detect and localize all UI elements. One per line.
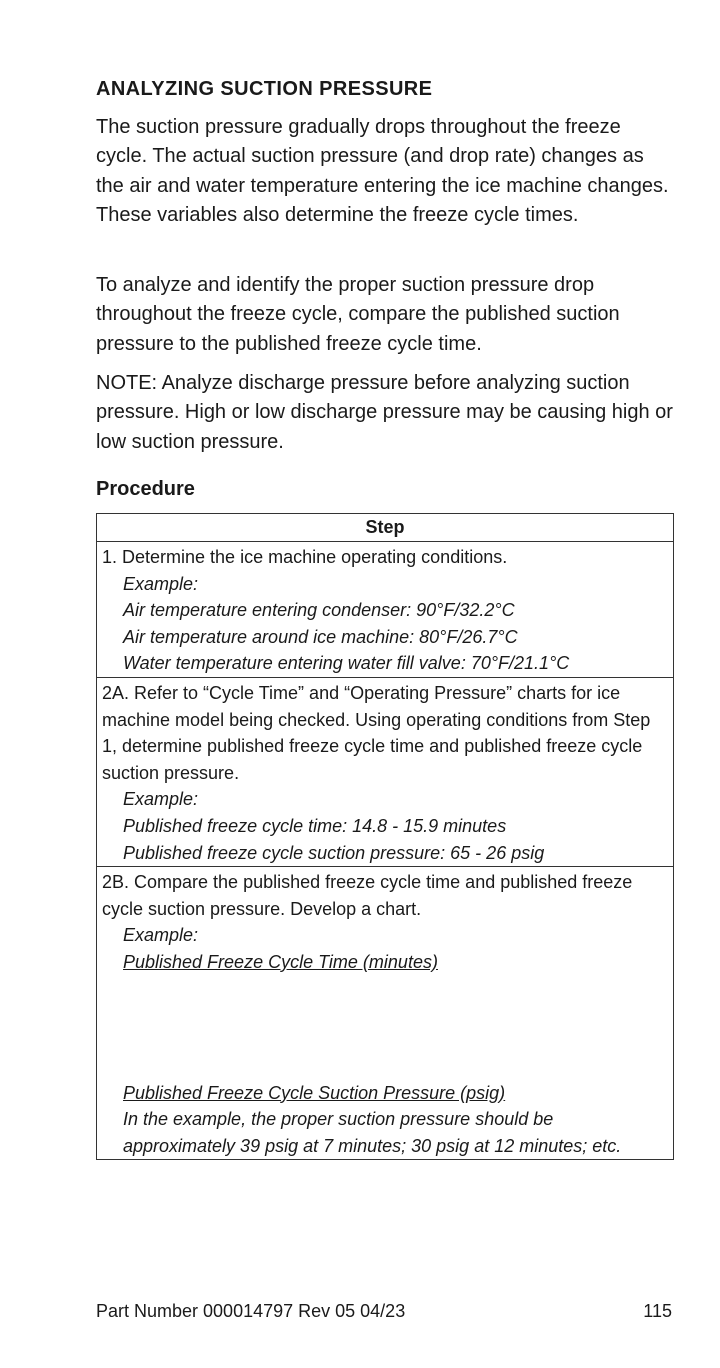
chart-placeholder-area: [102, 976, 667, 1080]
table-row-step2b: [97, 867, 674, 1160]
procedure-title: Procedure: [96, 478, 195, 500]
section-heading: ANALYZING SUCTION PRESSURE: [96, 78, 433, 100]
intro-paragraph: The suction pressure gradually drops throughout the freeze cycle. The actual suction pressure (and drop rate) changes as the air and water temperature entering the ice machine changes. These variables also determine the freeze cycle times.: [96, 116, 669, 226]
step1-text: 1. Determine the ice machine operating conditions.: [102, 547, 508, 567]
step1-cell: [97, 542, 674, 678]
table-header-step: Step: [97, 514, 674, 542]
step2a-suction-pressure: Published freeze cycle suction pressure: 65 - 26 psig: [123, 842, 545, 863]
step2a-text: 2A. Refer to “Cycle Time” and “Operating Pressure” charts for ice machine model being checked. Using operating conditions from Step 1, determine published freeze cycle time and published freeze cycle suction pressure.: [102, 682, 651, 783]
analysis-paragraph: To analyze and identify the proper suction pressure drop throughout the freeze cycle, compare the published suction pressure to the published freeze cycle time.: [96, 274, 620, 355]
table-row-step1: [97, 542, 674, 678]
step2b-text: 2B. Compare the published freeze cycle time and published freeze cycle suction pressure. Develop a chart.: [102, 872, 633, 919]
footer-page-number: 115: [643, 1301, 672, 1321]
step2a-example-label: Example:: [123, 789, 199, 810]
step2b-time-label: Published Freeze Cycle Time (minutes): [123, 951, 438, 972]
step2a-cell: [97, 677, 674, 866]
step2b-pressure-label: Published Freeze Cycle Suction Pressure (psig): [123, 1082, 506, 1103]
note-paragraph: NOTE: Analyze discharge pressure before analyzing suction pressure. High or low discharge pressure may be causing high or low suction pressure.: [96, 372, 673, 453]
step1-water-temp: Water temperature entering water fill valve: 70°F/21.1°C: [123, 653, 570, 674]
step2b-cell: [97, 867, 674, 1160]
footer-part-number: Part Number 000014797 Rev 05 04/23: [96, 1301, 406, 1321]
step1-ambient-air: Air temperature around ice machine: 80°F/26.7°C: [123, 626, 518, 647]
step1-example-label: Example:: [123, 573, 199, 594]
step2b-example-label: Example:: [123, 925, 199, 946]
procedure-table: [96, 513, 674, 1160]
step1-condenser-air: Air temperature entering condenser: 90°F/32.2°C: [123, 600, 515, 621]
step2b-conclusion: In the example, the proper suction pressure should be approximately 39 psig at 7 minutes; 30 psig at 12 minutes; etc.: [123, 1109, 622, 1156]
table-row-step2a: [97, 677, 674, 866]
step2a-cycle-time: Published freeze cycle time: 14.8 - 15.9 minutes: [123, 815, 507, 836]
